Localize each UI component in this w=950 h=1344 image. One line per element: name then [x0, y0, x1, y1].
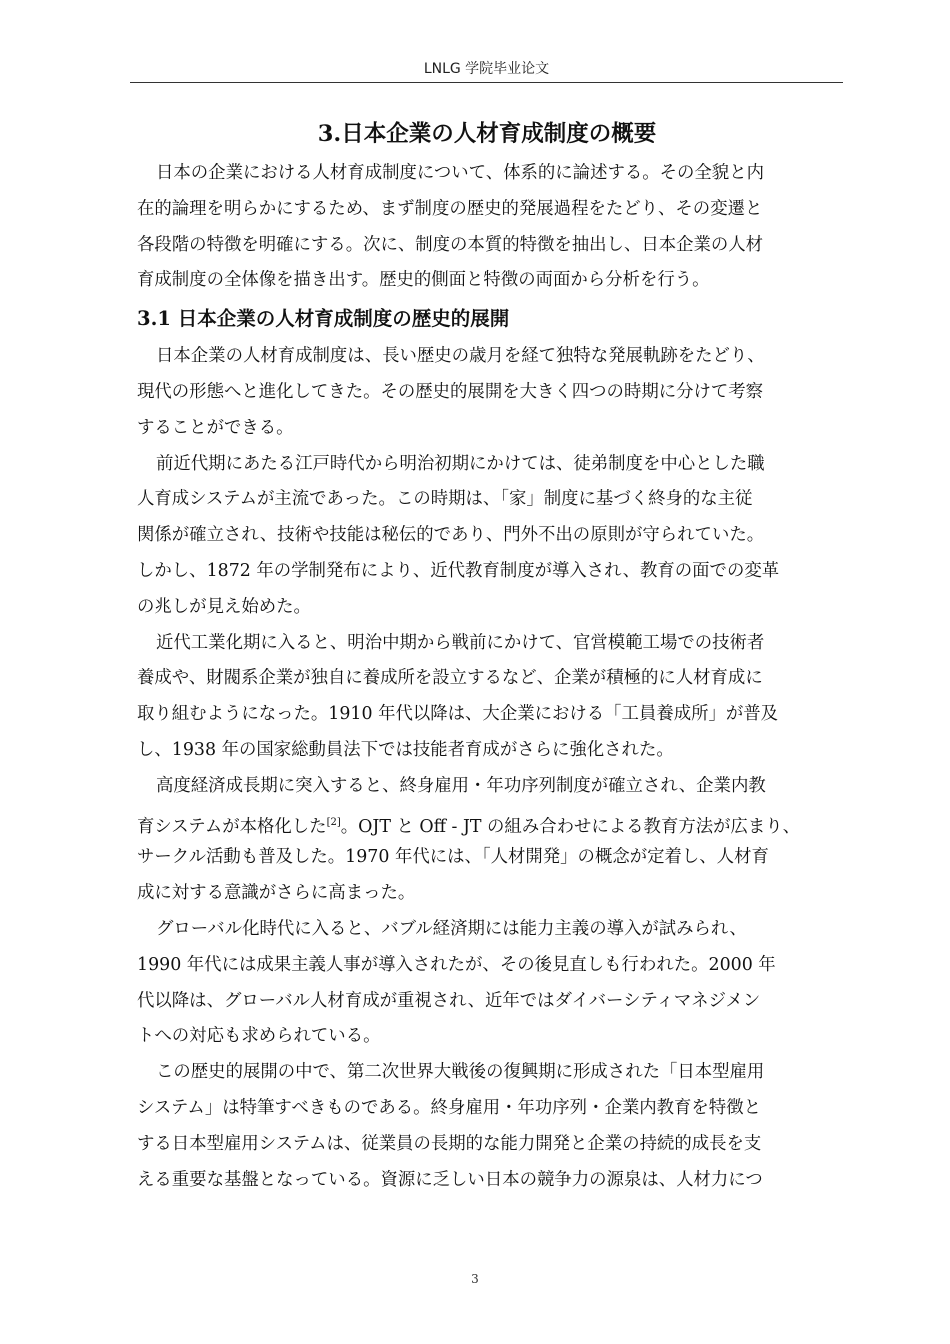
text-line: トへの対応も求められている。	[137, 1026, 381, 1047]
text-line: システム」は特筆すべきものである。終身雇用・年功序列・企業内教育を特徴と	[137, 1097, 761, 1118]
text-line: する日本型雇用システムは、従業員の長期的な能力開発と企業の持続的成長を支	[137, 1133, 762, 1154]
text-line: 在的論理を明らかにするため、まず制度の歴史的発展過程をたどり、その変遷と	[137, 198, 763, 219]
paragraph-high-growth	[137, 769, 837, 912]
text-line: の兆しが見え始めた。	[137, 596, 311, 617]
text-line: 人育成システムが主流であった。この時期は、「家」制度に基づく終身的な主従	[137, 489, 753, 510]
text-segment: 。OJT と Off - JT の組み合わせによる教育方法が広まり、	[340, 816, 801, 837]
section-title: 3.1 日本企業の人材育成制度の歴史的展開	[137, 307, 510, 331]
chapter-intro-paragraph	[137, 156, 837, 299]
text-line: 日本の企業における人材育成制度について、体系的に論述する。その全貌と内	[156, 163, 764, 183]
text-line: 取り組むようになった。1910 年代以降は、大企業における「工員養成所」が普及	[137, 704, 779, 725]
chapter-title: 3.日本企業の人材育成制度の概要	[317, 121, 657, 147]
text-line: しかし、1872 年の学制発布により、近代教育制度が導入され、教育の面での変革	[137, 560, 780, 581]
page-body	[137, 112, 837, 1198]
text-line: 1990 年代には成果主義人事が導入されたが、その後見直しも行われた。2000 年	[137, 954, 776, 975]
page-header: LNLG 学院毕业论文	[423, 61, 550, 77]
text-line: 現代の形態へと進化してきた。その歴史的展開を大きく四つの時期に分けて考察	[137, 381, 764, 402]
header-divider	[130, 82, 843, 83]
text-line: 代以降は、グローバル人材育成が重視され、近年ではダイバーシティマネジメン	[137, 990, 761, 1011]
text-line	[137, 805, 837, 841]
text-line: することができる。	[137, 417, 294, 438]
text-line: し、1938 年の国家総動員法下では技能者育成がさらに強化された。	[137, 739, 674, 760]
text-segment: 育システムが本格化した	[137, 816, 327, 837]
page-number: 3	[471, 1272, 479, 1286]
paragraph-premodern	[137, 447, 837, 626]
paragraph-overview	[137, 339, 837, 446]
text-line: 近代工業化期に入ると、明治中期から戦前にかけて、官営模範工場での技術者	[156, 632, 765, 653]
text-line: 養成や、財閥系企業が独自に養成所を設立するなど、企業が積極的に人材育成に	[137, 668, 763, 689]
text-line: この歴史的展開の中で、第二次世界大戦後の復興期に形成された「日本型雇用	[156, 1062, 765, 1083]
text-line: 育成制度の全体像を描き出す。歴史的側面と特徴の両面から分析を行う。	[137, 270, 710, 291]
text-line: 各段階の特徴を明確にする。次に、制度の本質的特徴を抽出し、日本企業の人材	[137, 234, 764, 255]
paragraph-japanese-employment-system	[137, 1055, 837, 1198]
paragraph-industrialization	[137, 626, 837, 769]
text-line: サークル活動も普及した。1970 年代には、「人材開発」の概念が定着し、人材育	[137, 847, 769, 868]
text-line: える重要な基盤となっている。資源に乏しい日本の競争力の源泉は、人材力につ	[137, 1169, 763, 1190]
text-line: グローバル化時代に入ると、バブル経済期には能力主義の導入が試みられ、	[156, 918, 747, 939]
citation-reference[interactable]: [2]	[326, 816, 341, 828]
text-line: 高度経済成長期に突入すると、終身雇用・年功序列制度が確立され、企業内教	[156, 775, 766, 796]
text-line: 関係が確立され、技術や技能は秘伝的であり、門外不出の原則が守られていた。	[137, 525, 765, 546]
text-line: 日本企業の人材育成制度は、長い歴史の歳月を経て独特な発展軌跡をたどり、	[156, 346, 765, 367]
paragraph-globalization	[137, 912, 837, 1055]
text-line: 成に対する意識がさらに高まった。	[137, 883, 416, 904]
text-line: 前近代期にあたる江戸時代から明治初期にかけては、徒弟制度を中心とした職	[156, 453, 765, 474]
